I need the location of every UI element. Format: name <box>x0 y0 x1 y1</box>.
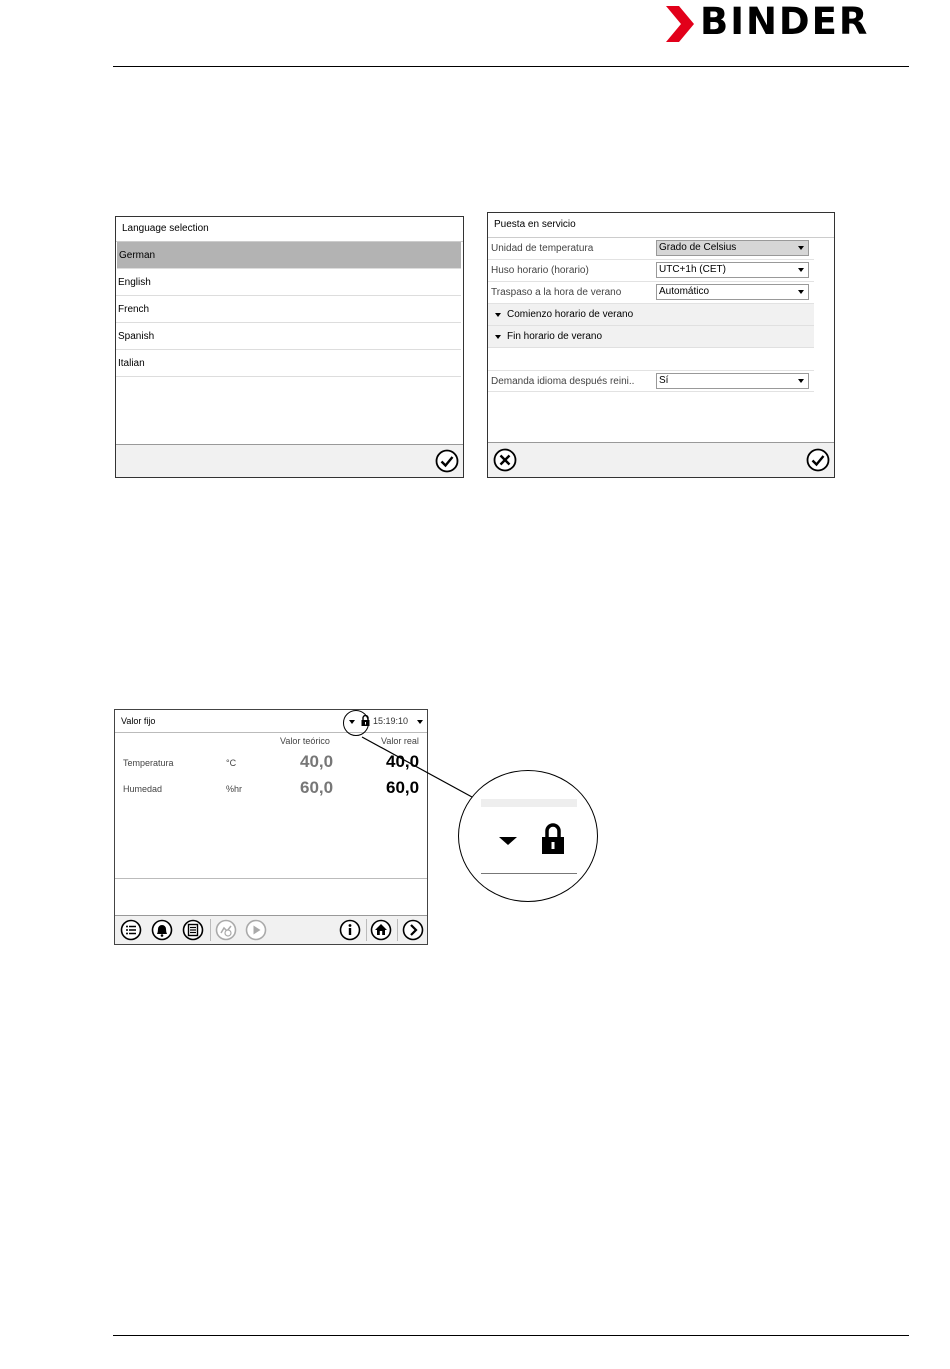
dropdown-arrow-icon <box>499 837 517 845</box>
check-circle-icon[interactable] <box>806 448 830 472</box>
language-item-german[interactable]: German <box>117 242 461 269</box>
program-icon <box>215 919 237 941</box>
panel-title: Language selection <box>116 217 463 242</box>
panel-title: Puesta en servicio <box>488 213 834 238</box>
lock-icon <box>541 823 565 855</box>
magnifier-circle <box>458 770 598 902</box>
language-prompt-select[interactable]: Sí <box>656 373 809 389</box>
check-circle-icon[interactable] <box>435 449 459 473</box>
humidity-setpoint[interactable]: 60,0 <box>300 778 334 797</box>
info-icon[interactable] <box>339 919 361 941</box>
row-unit-temperature: °C <box>226 758 237 768</box>
display-header <box>115 710 427 733</box>
setting-label: Huso horario (horario) <box>491 265 589 276</box>
home-icon[interactable] <box>370 919 392 941</box>
row-name-temperature: Temperatura <box>123 758 174 768</box>
divider <box>115 878 427 879</box>
binder-logo-mark-icon <box>666 6 696 42</box>
setting-row-language-prompt <box>488 370 814 392</box>
language-item-french[interactable]: French <box>116 296 461 323</box>
setting-row-timezone <box>488 260 814 282</box>
play-icon <box>245 919 267 941</box>
notes-icon[interactable] <box>182 919 204 941</box>
chevron-down-icon <box>798 290 804 294</box>
footer-divider <box>210 919 211 941</box>
magnified-header-strip <box>481 799 577 807</box>
expand-arrow-icon <box>495 313 501 317</box>
dst-select[interactable]: Automático <box>656 284 809 300</box>
expand-arrow-icon <box>495 335 501 339</box>
setting-label: Demanda idioma después reini.. <box>491 376 635 387</box>
footer-divider <box>397 919 398 941</box>
humidity-actual: 60,0 <box>386 778 420 797</box>
panel-footer <box>116 444 463 477</box>
chevron-down-icon[interactable] <box>417 720 423 724</box>
alarm-bell-icon[interactable] <box>151 919 173 941</box>
brand-name: BINDER <box>700 0 870 43</box>
timezone-select[interactable]: UTC+1h (CET) <box>656 262 809 278</box>
col-actual-header: Valor real <box>381 736 419 746</box>
x-circle-icon[interactable] <box>493 448 517 472</box>
panel-footer <box>488 442 834 477</box>
binder-logo <box>666 0 916 43</box>
setting-row-dst <box>488 282 814 304</box>
header-rule <box>113 66 909 67</box>
group-dst-end[interactable]: Fin horario de verano <box>488 326 814 348</box>
setting-row-temp-unit <box>488 238 814 260</box>
setting-label: Traspaso a la hora de verano <box>491 287 622 298</box>
row-unit-humidity: %hr <box>226 784 243 794</box>
temp-unit-select[interactable]: Grado de Celsius <box>656 240 809 256</box>
setup-panel <box>487 212 835 478</box>
row-name-humidity: Humedad <box>123 784 163 794</box>
language-item-italian[interactable]: Italian <box>116 350 461 377</box>
zoom-highlight-ring <box>343 710 369 736</box>
setting-label: Unidad de temperatura <box>491 243 594 254</box>
language-selection-panel <box>115 216 464 478</box>
magnified-divider <box>481 873 577 874</box>
clock-time[interactable]: 15:19:10 <box>373 716 409 726</box>
next-icon[interactable] <box>402 919 424 941</box>
language-item-english[interactable]: English <box>116 269 461 296</box>
language-item-spanish[interactable]: Spanish <box>116 323 461 350</box>
temperature-setpoint[interactable]: 40,0 <box>300 752 334 771</box>
callout-line <box>360 735 480 805</box>
group-dst-start[interactable]: Comienzo horario de verano <box>488 304 814 326</box>
temperature-actual: 40,0 <box>386 752 420 771</box>
menu-icon[interactable] <box>120 919 142 941</box>
footer-divider <box>366 919 367 941</box>
footer-rule <box>113 1335 909 1336</box>
display-title: Valor fijo <box>121 716 156 726</box>
col-setpoint-header: Valor teórico <box>280 736 330 746</box>
display-footer <box>115 915 427 944</box>
chevron-down-icon <box>798 379 804 383</box>
chevron-down-icon <box>798 246 804 250</box>
chevron-down-icon <box>798 268 804 272</box>
